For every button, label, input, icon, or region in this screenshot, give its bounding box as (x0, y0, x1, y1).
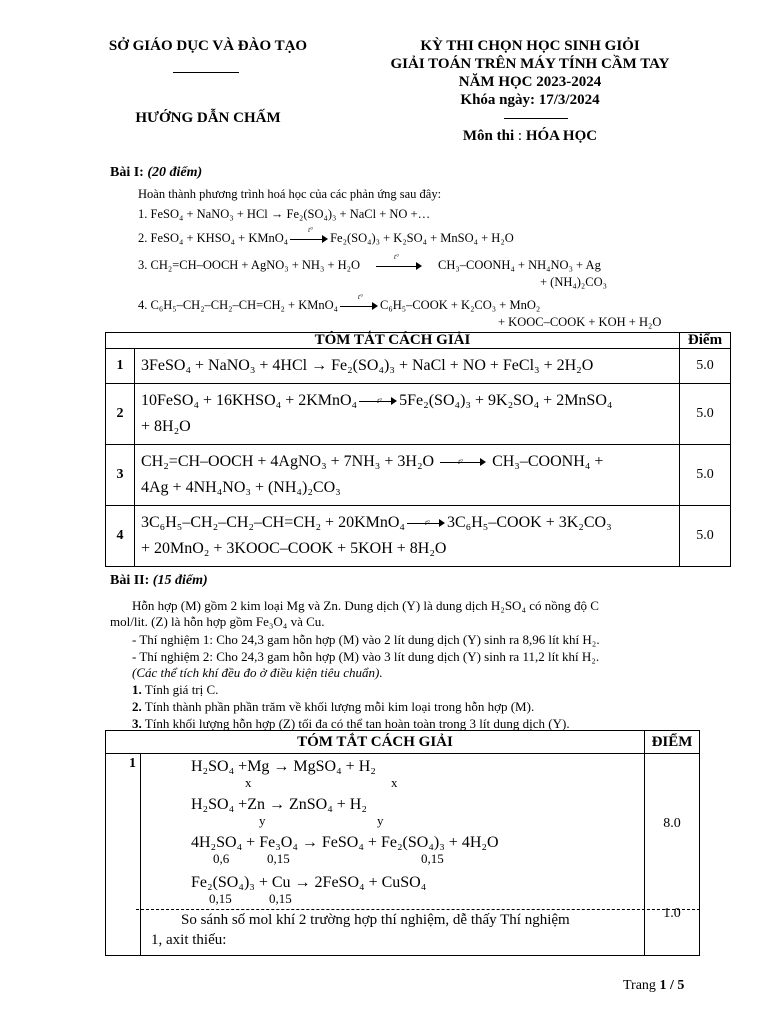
page-number (623, 978, 684, 994)
eq-text: 3FeSO₄ + NaNO₃ + 4HCl → Fe₂(SO₄)₃ + NaCl + NO + FeCl₃ + 2H₂O (141, 357, 594, 374)
problem-text-2: mol/lit. (Z) là hỗn hợp gồm Fe₃O₄ và Cu. (110, 614, 325, 629)
reaction-zn: H₂SO₄ +Zn → ZnSO₄ + H₂ y y (191, 796, 384, 828)
q2-reactants: 2. FeSO₄ + KHSO₄ + KMnO₄ (138, 231, 289, 245)
task-2-text: Tính thành phần phần trăm về khối lượng mỗi kim loại trong hỗn hợp (M). (141, 699, 535, 714)
row-score: 5.0 (680, 349, 731, 384)
solution-cell (141, 754, 645, 956)
comparison-text: So sánh số mol khí 2 trường hợp thí nghiệm, dễ thấy Thí nghiệm 1, axit thiếu: (151, 912, 570, 948)
question-2 (138, 226, 514, 246)
subject-label: Môn thi (462, 128, 515, 144)
section-1-intro: Hoàn thành phương trình hoá học của các phản ứng sau đây: (138, 187, 442, 201)
exam-title-1: KỲ THI CHỌN HỌC SINH GIỎI (420, 38, 640, 54)
page-num: 1 / 5 (659, 978, 685, 993)
section-1-title (110, 165, 202, 181)
task-1-num: 1. (132, 682, 142, 697)
question-4-cont: + KOOC–COOK + KOH + H₂O (498, 315, 662, 329)
subject-sep: : (514, 128, 526, 144)
reaction-mg: H₂SO₄ +Mg → MgSO₄ + H₂ x x (191, 758, 398, 790)
eq-products: 3C₆H₅–COOK + 3K₂CO₃ (446, 514, 612, 531)
row-score: 5.0 (680, 506, 731, 567)
exam-date: Khóa ngày: 17/3/2024 (460, 92, 600, 108)
task-3-num: 3. (132, 716, 142, 731)
table-row (106, 384, 731, 445)
table-header (106, 333, 731, 349)
task-1 (132, 682, 218, 698)
section-1-solution-table (105, 332, 731, 567)
score-cell (645, 754, 700, 956)
q3-reactants: 3. CH₂=CH–OOCH + AgNO₃ + NH₃ + H₂O (138, 258, 361, 272)
table-row (106, 506, 731, 567)
row-score: 8.0 (663, 816, 681, 831)
eq-products-cont: + 8H₂O (141, 418, 191, 435)
q3-products: CH₃–COONH₄ + NH₄NO₃ + Ag (438, 258, 601, 272)
eq-reactants: CH₂=CH–OOCH + 4AgNO₃ + 7NH₃ + 3H₂O (141, 453, 435, 470)
table-row (106, 445, 731, 506)
q4-products: C₆H₅–COOK + K₂CO₃ + MnO₂ (380, 298, 541, 312)
question-4 (138, 293, 541, 313)
reaction-fe3o4: 4H₂SO₄ + Fe₃O₄ → FeSO₄ + Fe₂(SO₄)₃ + 4H₂O 0,6 0,15 0,15 (191, 834, 499, 866)
section-2-points: (15 điểm) (152, 573, 208, 588)
experiment-2: - Thí nghiệm 2: Cho 24,3 gam hỗn hợp (M) vào 3 lít dung dịch (Y) sinh ra 11,2 lít khí H₂. (132, 649, 600, 664)
row-number: 2 (106, 384, 135, 445)
section-2-solution-table (105, 730, 700, 956)
heat-arrow-icon: t° (290, 234, 328, 244)
gas-note: (Các thể tích khí đều đo ở điều kiện tiêu chuẩn). (132, 665, 383, 680)
table-row (106, 349, 731, 384)
col-solution: TÓM TẮT CÁCH GIẢI (106, 333, 680, 349)
row-score: 5.0 (680, 445, 731, 506)
row-number: 1 (106, 349, 135, 384)
section-2-label: Bài II: (110, 573, 153, 588)
heat-arrow-icon: t° (359, 396, 397, 406)
answer-equation (135, 349, 680, 384)
table-bottom-dashed (105, 955, 700, 956)
col-solution: TÓM TẮT CÁCH GIẢI (106, 731, 645, 754)
question-3 (138, 253, 601, 273)
eq-reactants: 10FeSO₄ + 16KHSO₄ + 2KMnO₄ (141, 392, 358, 409)
reaction-cu: Fe₂(SO₄)₃ + Cu → 2FeSO₄ + CuSO₄ 0,15 0,15 (191, 874, 427, 906)
eq-products: 5Fe₂(SO₄)₃ + 9K₂SO₄ + 2MnSO₄ (399, 392, 613, 409)
subject-line (380, 128, 680, 145)
q4-reactants: 4. C₆H₅–CH₂–CH₂–CH=CH₂ + KMnO₄ (138, 298, 338, 312)
eq-products: CH₃–COONH₄ + (492, 453, 604, 470)
page-label: Trang (623, 978, 660, 993)
task-2-num: 2. (132, 699, 142, 714)
row-number: 3 (106, 445, 135, 506)
heat-arrow-icon: t° (340, 301, 378, 311)
doc-type: HƯỚNG DẪN CHẤM (135, 110, 281, 126)
table-row (106, 754, 700, 956)
eq-products-cont: 4Ag + 4NH₄NO₃ + (NH₄)₂CO₃ (141, 479, 341, 496)
subject-value: HÓA HỌC (525, 128, 598, 144)
eq-products-cont: + 20MnO₂ + 3KOOC–COOK + 5KOH + 8H₂O (141, 540, 447, 557)
heat-arrow-icon: t° (376, 261, 422, 271)
section-2-title (110, 573, 208, 589)
answer-equation (135, 384, 680, 445)
task-3-text: Tính khối lượng hỗn hợp (Z) tối đa có thể tan hoàn toàn trong 3 lít dung dịch (Y). (141, 716, 570, 731)
col-points: Điểm (680, 333, 731, 349)
school-year: NĂM HỌC 2023-2024 (458, 74, 602, 90)
problem-text-1: Hỗn hợp (M) gồm 2 kim loại Mg và Zn. Dung dịch (Y) là dung dịch H₂SO₄ có nồng độ C (132, 598, 599, 613)
answer-equation (135, 445, 680, 506)
exam-title-2: GIẢI TOÁN TRÊN MÁY TÍNH CẦM TAY (390, 56, 670, 72)
answer-equation (135, 506, 680, 567)
q2-products: Fe₂(SO₄)₃ + K₂SO₄ + MnSO₄ + H₂O (330, 231, 514, 245)
row-number: 4 (106, 506, 135, 567)
section-1-label: Bài I: (110, 165, 148, 180)
date-underline (504, 118, 568, 119)
task-2 (132, 699, 534, 715)
question-3-cont: + (NH₄)₂CO₃ (540, 275, 607, 289)
table-header (106, 731, 700, 754)
row-score: 5.0 (680, 384, 731, 445)
org-name: SỞ GIÁO DỤC VÀ ĐÀO TẠO (108, 38, 308, 54)
heat-arrow-icon: t° (440, 457, 486, 467)
org-underline (173, 72, 239, 73)
question-1: 1. FeSO₄ + NaNO₃ + HCl → Fe₂(SO₄)₃ + NaCl + NO +… (138, 207, 431, 221)
section-1-points: (20 điểm) (147, 165, 203, 180)
row-number: 1 (106, 754, 141, 956)
heat-arrow-icon: t° (407, 518, 445, 528)
eq-reactants: 3C₆H₅–CH₂–CH₂–CH=CH₂ + 20KMnO₄ (141, 514, 405, 531)
subrow-separator (136, 909, 700, 910)
col-points: ĐIỂM (645, 731, 700, 754)
row-score: 1.0 (663, 906, 681, 921)
experiment-1: - Thí nghiệm 1: Cho 24,3 gam hỗn hợp (M) vào 2 lít dung dịch (Y) sinh ra 8,96 lít khí H₂. (132, 632, 600, 647)
task-1-text: Tính giá trị C. (141, 682, 219, 697)
